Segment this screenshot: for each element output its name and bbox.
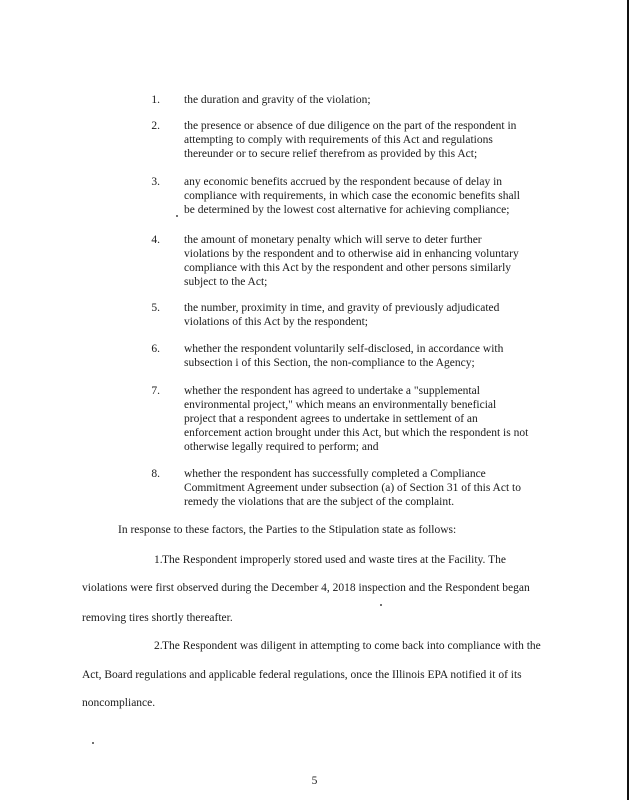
factor-text: whether the respondent has agreed to undertake a "supplemental environmental project," which means an environmentally beneficial project that a respondent agrees to undertake in settlement of an enforcement action brought under this Act, but which the respondent is not otherwise legally required to perform; and bbox=[184, 385, 529, 453]
factor-number: 8. bbox=[151, 468, 160, 480]
factor-text: whether the respondent voluntarily self-disclosed, in accordance with subsection i of this Section, the non-compliance to the Agency; bbox=[184, 343, 504, 369]
response-line: The Respondent improperly stored used and waste tires at the Facility. The bbox=[162, 554, 506, 566]
response-intro: In response to these factors, the Parties to the Stipulation state as follows: bbox=[118, 524, 457, 536]
factor-text: the number, proximity in time, and gravity of previously adjudicated violations of this Act by the respondent; bbox=[184, 302, 500, 328]
factor-text: the presence or absence of due diligence on the part of the respondent in attempting to comply with requirements of this Act and regulations thereunder or to secure relief therefrom as provided by this Act; bbox=[184, 120, 517, 160]
scan-speck bbox=[92, 742, 94, 744]
factor-number: 3. bbox=[151, 176, 160, 188]
factor-text: any economic benefits accrued by the respondent because of delay in compliance with requirements, in which case the economic benefits shall be determined by the lowest cost alternative for achieving compliance; bbox=[184, 176, 520, 216]
factor-number: 7. bbox=[151, 385, 160, 397]
response-line: violations were first observed during the December 4, 2018 inspection and the Respondent began bbox=[82, 582, 530, 594]
response-number: 2. bbox=[154, 640, 163, 652]
factor-text: the amount of monetary penalty which will serve to deter further violations by the respondent and to otherwise aid in enhancing voluntary compliance with this Act by the respondent and other persons similarly subject to the Act; bbox=[184, 234, 519, 288]
factor-number: 2. bbox=[151, 120, 160, 132]
response-line: removing tires shortly thereafter. bbox=[82, 612, 233, 624]
response-line: Act, Board regulations and applicable federal regulations, once the Illinois EPA notified it of its bbox=[82, 669, 522, 681]
factor-number: 5. bbox=[151, 302, 160, 314]
factor-text: the duration and gravity of the violation; bbox=[184, 94, 371, 106]
page-number: 5 bbox=[311, 775, 318, 787]
factor-number: 1. bbox=[151, 94, 160, 106]
response-line: The Respondent was diligent in attempting to come back into compliance with the bbox=[162, 640, 541, 652]
scan-speck bbox=[176, 215, 178, 217]
factor-number: 6. bbox=[151, 343, 160, 355]
response-number: 1. bbox=[154, 554, 163, 566]
scan-speck bbox=[380, 604, 382, 606]
factor-number: 4. bbox=[151, 234, 160, 246]
response-line: noncompliance. bbox=[82, 697, 156, 709]
factor-text: whether the respondent has successfully completed a Compliance Commitment Agreement under subsection (a) of Section 31 of this Act to remedy the violations that are the subject of the complaint. bbox=[184, 468, 521, 508]
